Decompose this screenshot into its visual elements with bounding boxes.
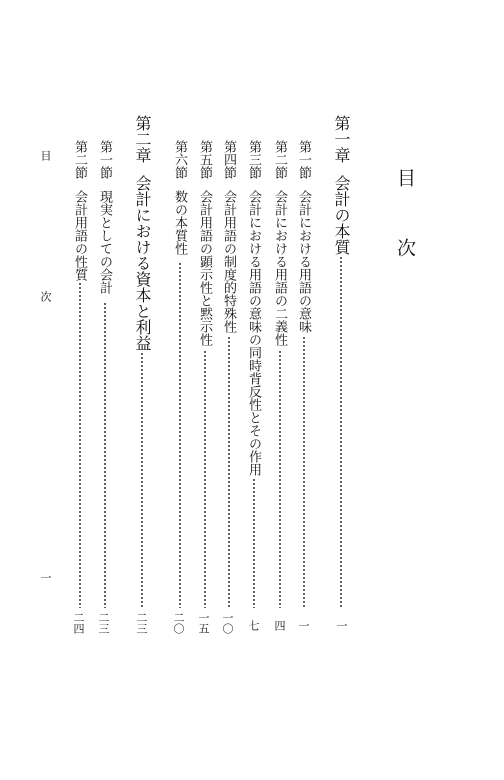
section-title: 会計における用語の意味 [296,190,311,333]
section-title: 会計用語の顕示性と黙示性 [197,190,212,346]
page-number: 四 [273,620,286,631]
section-number: 第四節 [221,140,236,179]
page-number: 二〇 [172,612,185,634]
page-number: 二四 [72,612,85,634]
section-number: 第一節 [97,140,112,179]
chapter-title: 会計における資本と利益 [133,175,152,351]
section-number: 第六節 [172,140,187,179]
page-number: 一五 [197,612,210,634]
leader-dots [340,256,342,608]
leader-dots [141,352,143,608]
leader-dots [228,336,230,608]
section-number: 第二節 [72,140,87,179]
chapter-title: 会計の本質 [332,175,351,255]
section-number: 第五節 [197,140,212,179]
page-number: 二三 [135,612,148,634]
chapter-number: 第一章 [332,115,351,163]
section-number: 第三節 [246,140,261,179]
leader-dots [303,336,305,608]
section-title: 数の本質性 [172,190,187,255]
section-title: 会計における用語の意味の同時背反性とその作用 [246,190,261,476]
page-number: 一〇 [221,612,234,634]
section-title: 現実としての会計 [97,190,112,294]
folio-page-number: 一 [39,572,52,583]
leader-dots [79,282,81,608]
leader-dots [253,478,255,608]
running-head: 目 次 [39,150,52,338]
section-number: 第一節 [296,140,311,179]
leader-dots [179,262,181,608]
toc-title: 目 次 [394,168,416,273]
section-title: 会計用語の制度的特殊性 [221,190,236,333]
leader-dots [279,350,281,608]
page-number: 二三 [97,612,110,634]
section-title: 会計における用語の二義性 [272,190,287,346]
page-number: 一 [335,620,348,631]
page-number: 一 [297,620,310,631]
leader-dots [104,302,106,608]
section-title: 会計用語の性質 [72,190,87,281]
page-number: 七 [247,620,260,631]
leader-dots [204,350,206,608]
section-number: 第二節 [272,140,287,179]
chapter-number: 第二章 [133,115,152,163]
